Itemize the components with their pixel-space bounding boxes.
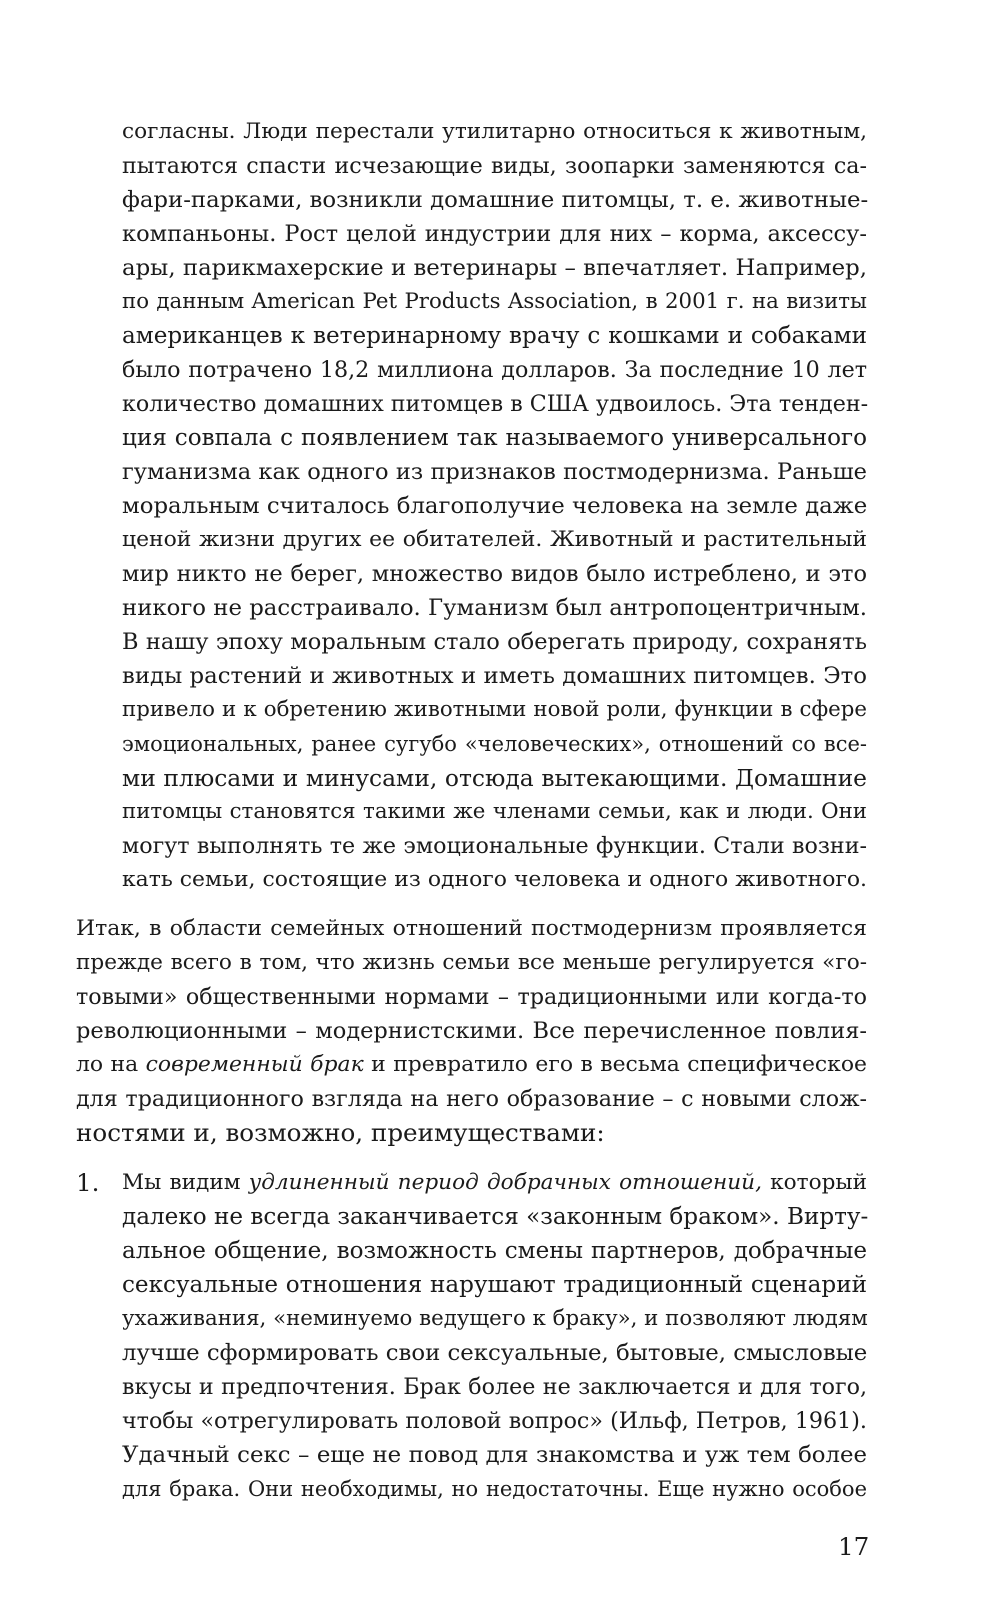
list-item-number: 1.: [76, 1168, 100, 1197]
text-run: который: [761, 1170, 867, 1195]
text-line: В нашу эпоху моральным стало оберегать природу, сохранять: [122, 629, 867, 655]
text-line: гуманизма как одного из признаков постмодернизма. Раньше: [122, 459, 867, 485]
text-line: сексуальные отношения нарушают традиционный сценарий: [122, 1272, 867, 1298]
text-line: товыми» общественными нормами – традиционными или когда-то: [76, 984, 867, 1010]
italic-term: современный брак: [145, 1052, 364, 1077]
text-line: альное общение, возможность смены партнеров, добрачные: [122, 1238, 867, 1264]
text-run: Мы видим: [122, 1170, 249, 1195]
text-line: по данным American Pet Products Association, в 2001 г. на визиты: [122, 289, 867, 314]
text-line: фари-парками, возникли домашние питомцы, т. е. животные-: [122, 187, 869, 213]
text-line: Итак, в области семейных отношений постмодернизм проявляется: [76, 916, 867, 941]
text-line: ценой жизни других ее обитателей. Животный и растительный: [122, 527, 867, 552]
text-line: прежде всего в том, что жизнь семьи все меньше регулируется «го-: [76, 950, 867, 975]
text-line: для традиционного взгляда на него образование – с новыми слож-: [76, 1086, 867, 1112]
text-line: могут выполнять те же эмоциональные функции. Стали возни-: [122, 833, 867, 859]
text-line: лучше сформировать свои сексуальные, бытовые, смысловые: [122, 1340, 868, 1366]
text-line: привело и к обретению животными новой роли, функции в сфере: [122, 697, 867, 722]
text-line: [122, 1166, 867, 1200]
text-line: ары, парикмахерские и ветеринары – впечатляет. Например,: [122, 255, 867, 281]
text-line: мир никто не берег, множество видов было истреблено, и это: [122, 561, 867, 587]
text-line: для брака. Они необходимы, но недостаточны. Еще нужно особое: [122, 1477, 867, 1501]
text-line: количество домашних питомцев в США удвоилось. Эта тенден-: [122, 391, 869, 417]
text-line: питомцы становятся такими же членами семьи, как и люди. Они: [122, 799, 867, 824]
text-line: революционными – модернистскими. Все перечисленное повлия-: [76, 1018, 867, 1044]
italic-term: удлиненный период добрачных отношений,: [248, 1170, 762, 1195]
text-run: ло на: [76, 1052, 146, 1077]
page-number: 17: [838, 1532, 870, 1561]
text-line: чтобы «отрегулировать половой вопрос» (Ильф, Петров, 1961).: [122, 1408, 867, 1434]
text-line: виды растений и животных и иметь домашних питомцев. Это: [122, 663, 867, 689]
text-line: ухаживания, «неминуемо ведущего к браку», и позволяют людям: [122, 1306, 868, 1331]
text-line: ция совпала с появлением так называемого универсального: [122, 425, 867, 451]
text-line: согласны. Люди перестали утилитарно относиться к животным,: [122, 119, 867, 144]
text-line: компаньоны. Рост целой индустрии для них – корма, аксессу-: [122, 221, 867, 247]
text-line: пытаются спасти исчезающие виды, зоопарки заменяются са-: [122, 153, 867, 179]
text-line: американцев к ветеринарному врачу с кошками и собаками: [122, 323, 867, 349]
text-line: [76, 1048, 867, 1082]
text-line: Удачный секс – еще не повод для знакомства и уж тем более: [122, 1442, 867, 1468]
text-line: далеко не всегда заканчивается «законным браком». Вирту-: [122, 1204, 869, 1230]
text-line: вкусы и предпочтения. Брак более не заключается и для того,: [122, 1374, 867, 1400]
text-line: было потрачено 18,2 миллиона долларов. За последние 10 лет: [122, 357, 867, 383]
text-line: ми плюсами и минусами, отсюда вытекающими. Домашние: [122, 764, 867, 792]
text-run: и превратило его в весьма специфическое: [363, 1052, 867, 1077]
text-line: никого не расстраивало. Гуманизм был антропоцентричным.: [122, 595, 868, 621]
text-line: эмоциональных, ранее сугубо «человеческих», отношений со все-: [122, 732, 867, 756]
text-line: моральным считалось благополучие человека на земле даже: [122, 493, 868, 519]
text-line: кать семьи, состоящие из одного человека и одного животного.: [122, 867, 867, 892]
text-line: ностями и, возможно, преимуществами:: [76, 1118, 605, 1147]
